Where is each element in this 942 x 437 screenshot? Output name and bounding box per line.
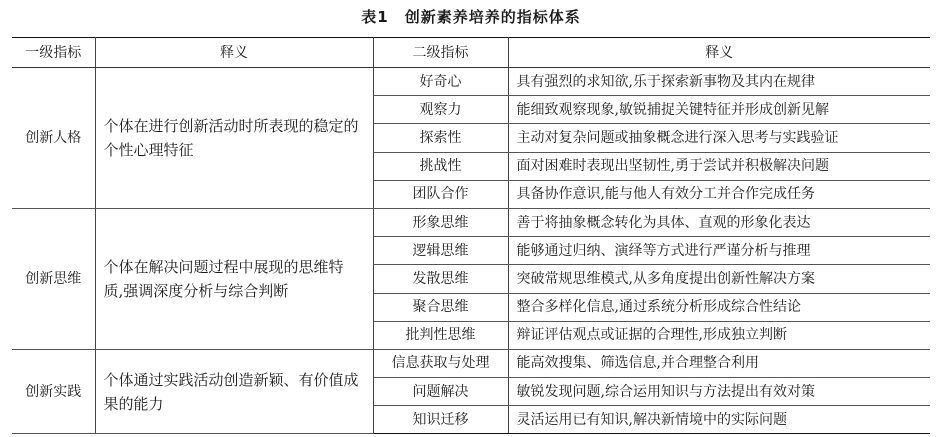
secondary-indicator: 发散思维 (373, 265, 508, 293)
secondary-definition: 具有强烈的求知欲,乐于探索新事物及其内在规律 (508, 68, 930, 96)
header-primary-definition: 释义 (95, 38, 373, 68)
secondary-definition: 具备协作意识,能与他人有效分工并合作完成任务 (508, 180, 930, 208)
table-caption (0, 6, 942, 27)
secondary-indicator: 挑战性 (373, 152, 508, 180)
secondary-definition: 整合多样化信息,通过系统分析形成综合性结论 (508, 293, 930, 321)
secondary-definition: 面对困难时表现出坚韧性,勇于尝试并积极解决问题 (508, 152, 930, 180)
primary-definition: 个体在进行创新活动时所表现的稳定的个性心理特征 (95, 68, 373, 209)
secondary-definition: 主动对复杂问题或抽象概念进行深入思考与实践验证 (508, 124, 930, 152)
primary-indicator: 创新实践 (12, 349, 95, 434)
secondary-indicator: 探索性 (373, 124, 508, 152)
primary-definition: 个体通过实践活动创造新颖、有价值成果的能力 (95, 349, 373, 434)
secondary-definition: 突破常规思维模式,从多角度提出创新性解决方案 (508, 265, 930, 293)
secondary-indicator: 问题解决 (373, 378, 508, 406)
table-number: 表1 (361, 8, 389, 26)
primary-definition: 个体在解决问题过程中展现的思维特质,强调深度分析与综合判断 (95, 208, 373, 349)
table-row (12, 349, 930, 377)
secondary-indicator: 批判性思维 (373, 321, 508, 349)
secondary-indicator: 团队合作 (373, 180, 508, 208)
table-title: 创新素养培养的指标体系 (404, 8, 581, 26)
secondary-indicator: 聚合思维 (373, 293, 508, 321)
header-primary-indicator: 一级指标 (12, 38, 95, 68)
primary-indicator: 创新人格 (12, 68, 95, 209)
secondary-definition: 能细致观察现象,敏锐捕捉关键特征并形成创新见解 (508, 96, 930, 124)
secondary-indicator: 知识迁移 (373, 406, 508, 434)
secondary-definition: 敏锐发现问题,综合运用知识与方法提出有效对策 (508, 378, 930, 406)
secondary-definition: 能高效搜集、筛选信息,并合理整合利用 (508, 349, 930, 377)
secondary-definition: 能够通过归纳、演绎等方式进行严谨分析与推理 (508, 237, 930, 265)
secondary-definition: 灵活运用已有知识,解决新情境中的实际问题 (508, 406, 930, 434)
secondary-definition: 辩证评估观点或证据的合理性,形成独立判断 (508, 321, 930, 349)
secondary-indicator: 信息获取与处理 (373, 349, 508, 377)
secondary-indicator: 好奇心 (373, 68, 508, 96)
header-secondary-indicator: 二级指标 (373, 38, 508, 68)
secondary-indicator: 观察力 (373, 96, 508, 124)
table-row (12, 68, 930, 96)
header-secondary-definition: 释义 (508, 38, 930, 68)
header-row (12, 38, 930, 68)
indicator-table (12, 37, 930, 434)
table-row (12, 208, 930, 236)
secondary-definition: 善于将抽象概念转化为具体、直观的形象化表达 (508, 208, 930, 236)
primary-indicator: 创新思维 (12, 208, 95, 349)
secondary-indicator: 形象思维 (373, 208, 508, 236)
secondary-indicator: 逻辑思维 (373, 237, 508, 265)
